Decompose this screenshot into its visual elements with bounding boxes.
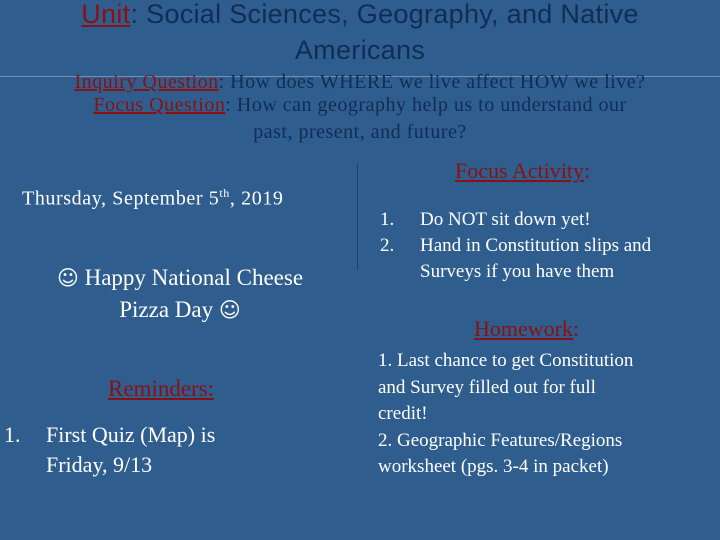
reminders-heading: Reminders:: [108, 376, 215, 401]
inquiry-text: : How does WHERE we live affect HOW we live?: [218, 71, 646, 93]
focus-activity-colon: :: [583, 158, 591, 183]
activity-text-line2: Surveys if you have them: [420, 261, 615, 282]
date-year: , 2019: [229, 187, 284, 210]
column-divider: [357, 163, 358, 270]
focus-activity-label: Focus Activity: [455, 158, 584, 183]
activity-number: 1.: [380, 209, 395, 230]
date: [22, 186, 284, 211]
focus-activity-list: [380, 207, 651, 285]
unit-label: Unit: [81, 0, 131, 29]
homework-line: credit!: [378, 403, 428, 424]
homework-label: Homework: [474, 316, 573, 341]
homework-list: [378, 348, 633, 481]
homework-line: and Survey filled out for full: [378, 376, 596, 398]
reminder-item: [4, 420, 215, 480]
reminder-number: 1.: [4, 422, 21, 447]
cheese-line2: Pizza Day: [119, 297, 214, 322]
slide-title: [0, 0, 720, 68]
homework-line: worksheet (pgs. 3-4 in packet): [378, 456, 609, 477]
reminder-line2: Friday, 9/13: [46, 452, 153, 477]
inquiry-question: [0, 70, 720, 95]
homework-line: 1. Last chance to get Constitution: [378, 350, 634, 371]
focus-activity-heading: [455, 158, 590, 184]
cheese-line1: Happy National Cheese: [84, 265, 304, 290]
activity-number: 2.: [380, 235, 395, 256]
focus-question: [0, 93, 720, 145]
reminder-line1: First Quiz (Map) is: [46, 422, 216, 447]
focus-question-label: Focus Question: [93, 94, 226, 116]
smile-icon: ☺: [218, 298, 241, 322]
smile-icon: ☺: [56, 266, 79, 290]
activity-item: [380, 233, 651, 259]
date-text: Thursday, September 5: [22, 187, 220, 210]
activity-text: Hand in Constitution slips and: [420, 235, 652, 256]
homework-colon: :: [572, 316, 580, 341]
homework-line: 2. Geographic Features/Regions: [378, 429, 623, 451]
focus-question-text-line2: past, present, and future?: [253, 121, 467, 143]
date-sup: th: [219, 186, 230, 200]
unit-title-line2: Americans: [294, 35, 426, 65]
focus-question-text: : How can geography help us to understand our: [225, 94, 627, 116]
activity-item: [380, 207, 651, 233]
inquiry-label: Inquiry Question: [74, 71, 219, 93]
cheese-pizza-day: [0, 262, 360, 326]
homework-heading: [474, 316, 579, 342]
activity-text: Do NOT sit down yet!: [420, 209, 591, 230]
unit-title-text: : Social Sciences, Geography, and Native: [130, 0, 639, 29]
